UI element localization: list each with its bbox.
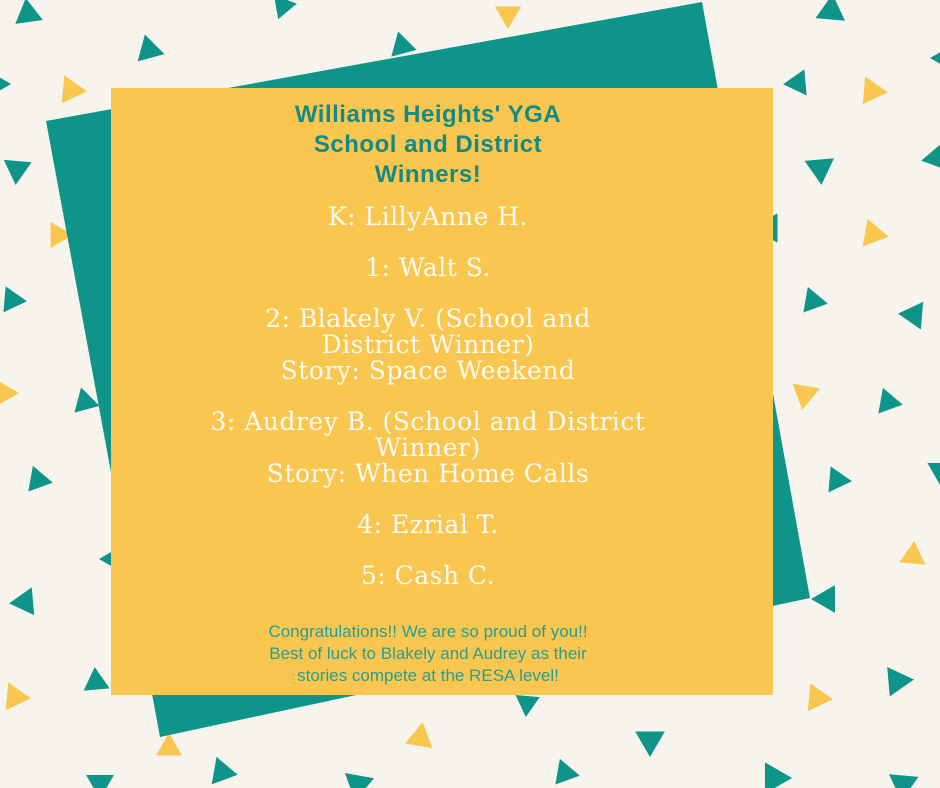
- winner-line: 5: Cash C.: [360, 561, 496, 590]
- winner-line: Winner): [375, 433, 481, 462]
- triangle-decoration: [405, 720, 437, 748]
- triangle-decoration: [0, 380, 19, 406]
- winner-entry: [111, 204, 745, 230]
- triangle-decoration: [751, 755, 792, 788]
- triangle-decoration: [898, 294, 935, 330]
- winners-card: [111, 88, 773, 695]
- triangle-decoration: [62, 75, 88, 105]
- triangle-decoration: [12, 0, 43, 24]
- winners-list: [111, 204, 745, 589]
- triangle-decoration: [3, 286, 28, 314]
- triangle-decoration: [808, 683, 834, 713]
- triangle-decoration: [919, 144, 940, 174]
- triangle-decoration: [340, 773, 374, 788]
- winner-line: Story: Space Weekend: [280, 356, 576, 385]
- triangle-decoration: [878, 388, 905, 418]
- triangle-decoration: [887, 774, 919, 788]
- triangle-decoration: [6, 682, 32, 712]
- triangle-decoration: [267, 0, 297, 23]
- winner-line: District Winner): [321, 330, 535, 359]
- triangle-decoration: [635, 732, 665, 758]
- triangle-decoration: [138, 34, 168, 67]
- winner-line: 3: Audrey B. (School and District: [210, 407, 646, 436]
- winner-line: 4: Ezrial T.: [357, 510, 499, 539]
- footer-line-3: stories compete at the RESA level!: [297, 666, 559, 685]
- winner-line: Story: When Home Calls: [266, 459, 590, 488]
- triangle-decoration: [156, 733, 182, 756]
- triangle-decoration: [803, 287, 830, 317]
- congratulations-text: [111, 621, 745, 687]
- footer-line-2: Best of luck to Blakely and Audrey as their: [269, 644, 587, 663]
- title-line-3: Winners!: [374, 161, 482, 188]
- triangle-decoration: [782, 69, 807, 97]
- triangle-decoration: [863, 76, 889, 106]
- triangle-decoration: [863, 219, 891, 251]
- triangle-decoration: [899, 540, 927, 565]
- winner-entry: [111, 563, 745, 589]
- triangle-decoration: [8, 587, 34, 617]
- winner-entry: [111, 409, 745, 487]
- triangle-decoration: [2, 160, 32, 186]
- title-line-1: Williams Heights' YGA: [294, 101, 562, 128]
- triangle-decoration: [86, 775, 114, 788]
- triangle-decoration: [930, 46, 940, 70]
- winner-entry: [111, 306, 745, 384]
- winner-entry: [111, 512, 745, 538]
- triangle-decoration: [920, 449, 940, 490]
- winner-line: 2: Blakely V. (School and: [265, 304, 591, 333]
- poster-title: [111, 100, 745, 190]
- triangle-decoration: [495, 7, 521, 30]
- triangle-decoration: [805, 158, 837, 186]
- triangle-decoration: [828, 466, 853, 494]
- triangle-decoration: [876, 667, 914, 703]
- winner-line: K: LillyAnne H.: [327, 202, 528, 231]
- triangle-decoration: [28, 466, 55, 496]
- triangle-on-square-edge: [386, 28, 417, 56]
- winner-line: 1: Walt S.: [365, 253, 491, 282]
- triangle-decoration: [212, 757, 240, 788]
- triangle-decoration: [0, 71, 11, 97]
- triangle-decoration: [514, 695, 540, 718]
- winner-entry: [111, 255, 745, 281]
- title-line-2: School and District: [313, 131, 543, 158]
- triangle-decoration: [555, 759, 582, 788]
- footer-line-1: Congratulations!! We are so proud of you!!: [268, 622, 588, 641]
- triangle-decoration: [789, 384, 821, 412]
- triangle-decoration: [816, 0, 848, 21]
- triangle-decoration: [811, 585, 835, 613]
